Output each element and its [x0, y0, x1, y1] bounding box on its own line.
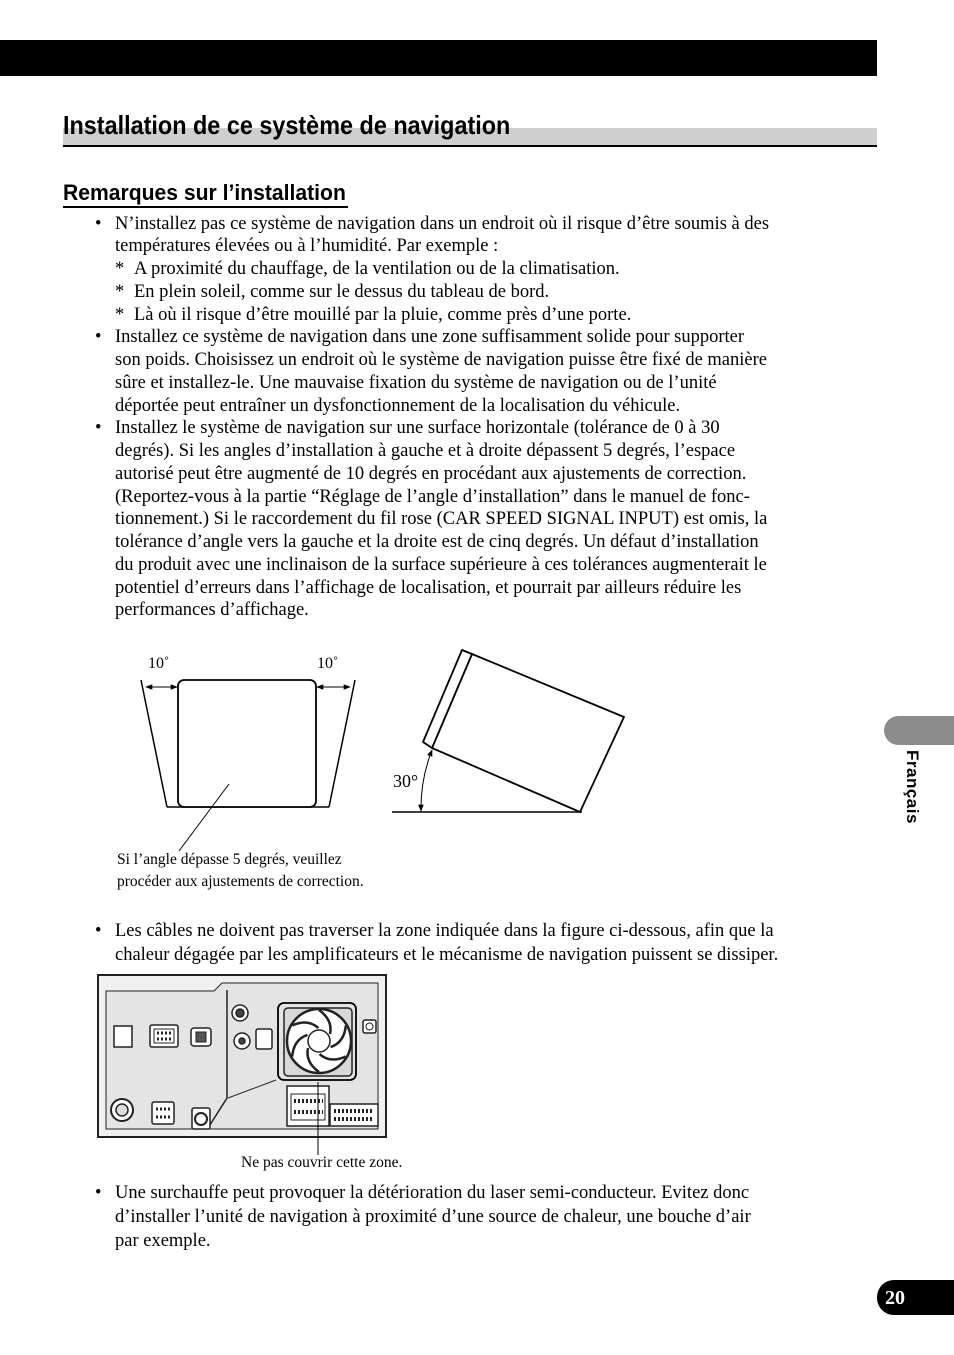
text-line: tolérance d’angle vers la gauche et la droite est de cinq degrés. Un défaut d’installation	[115, 532, 759, 553]
text-line: Une surchauffe peut provoquer la détérioration du laser semi-conducteur. Evitez donc	[115, 1183, 750, 1203]
overheat-remarks-list	[0, 1181, 954, 1253]
list-item	[0, 920, 954, 944]
antenna-port-inner	[366, 1023, 373, 1030]
language-tab	[884, 716, 954, 745]
text-line: En plein soleil, comme sur le dessus du tableau de bord.	[134, 281, 550, 302]
text-line: autorisé peut être augmenté de 10 degrés en procédant aux ajustements de correction.	[115, 463, 747, 484]
text-line: degrés). Si les angles d’installation à gauche et à droite dépassent 5 degrés, l’espace	[115, 441, 736, 462]
round-jack	[195, 1113, 207, 1125]
text-line: sûre et installez-le. Une mauvaise fixation du système de navigation ou de l’unité	[115, 372, 717, 393]
rear-panel-caption: Ne pas couvrir cette zone.	[241, 1154, 403, 1171]
connector-port	[152, 1102, 174, 1124]
text-line: déportée peut entraîner un dysfonctionnement de la localisation du véhicule.	[115, 395, 681, 416]
tilt-angle-label: 30°	[393, 771, 419, 791]
text-line: Les câbles ne doivent pas traverser la zone indiquée dans la figure ci-dessous, afin que la	[115, 921, 774, 942]
bullet-marker: •	[95, 1183, 102, 1203]
text-line: par exemple.	[115, 1231, 211, 1251]
language-label: Français	[903, 750, 922, 824]
side-tolerance-diagram	[141, 680, 355, 851]
list-item-continuation	[0, 1205, 954, 1229]
page-title: Installation de ce système de navigation	[63, 110, 511, 140]
tilt-angle-arc	[421, 750, 432, 811]
round-jack-inner	[116, 1104, 128, 1116]
caption-line: Si l’angle dépasse 5 degrés, veuillez	[117, 851, 342, 868]
text-line: tionnement.) Si le raccordement du fil rose (CAR SPEED SIGNAL INPUT) est omis, la	[115, 509, 768, 530]
rear-panel-diagram	[98, 975, 386, 1155]
list-item-continuation	[0, 944, 954, 968]
fan-hub	[308, 1030, 330, 1052]
text-line: du produit avec une inclinaison de la surface supérieure à ces tolérances augmenterait le	[115, 554, 767, 575]
text-line: températures élevées ou à l’humidité. Par exemple :	[115, 236, 499, 257]
wiring-connector-inner	[291, 1094, 325, 1120]
text-line: son poids. Choisissez un endroit où le système de navigation puisse être fixé de manière	[115, 350, 767, 371]
right-tolerance-line	[329, 680, 355, 807]
caption-line: procéder aux ajustements de correction.	[117, 873, 364, 890]
left-tolerance-line	[141, 680, 167, 807]
screw-head	[236, 1009, 244, 1017]
connector-port	[114, 1026, 132, 1047]
left-angle-label: 10˚	[148, 655, 170, 672]
text-line: Installez le système de navigation sur une surface horizontale (tolérance de 0 à 30	[115, 418, 720, 439]
wiring-connector	[330, 1104, 378, 1126]
text-line: Là où il risque d’être mouillé par la pluie, comme près d’une porte.	[134, 304, 632, 325]
list-item-continuation	[0, 1229, 954, 1253]
connector-port-inner	[196, 1032, 206, 1042]
cable-remarks-list	[0, 920, 954, 967]
text-line: N’installez pas ce système de navigation dans un endroit où il risque d’être soumis à des	[115, 213, 770, 234]
asterisk-marker: *	[115, 304, 125, 325]
bullet-marker: •	[95, 418, 102, 439]
bullet-marker: •	[95, 921, 102, 942]
tilt-figure-caption	[117, 849, 364, 893]
text-line: d’installer l’unité de navigation à proximité d’une source de chaleur, une bouche d’air	[115, 1207, 751, 1227]
text-line: chaleur dégagée par les amplificateurs et le mécanisme de navigation puissent se dissiper.	[115, 944, 779, 965]
page-number: 20	[885, 1287, 905, 1309]
text-line: A proximité du chauffage, de la ventilation ou de la climatisation.	[134, 259, 620, 280]
text-line: (Reportez-vous à la partie “Réglage de l’angle d’installation” dans le manuel de fonc-	[115, 486, 750, 507]
asterisk-marker: *	[115, 281, 125, 302]
screw-head	[239, 1038, 245, 1044]
tilt-tolerance-diagram	[392, 650, 624, 812]
text-line: performances d’affichage.	[115, 600, 309, 621]
ground-terminal	[256, 1029, 272, 1049]
unit-front-view	[178, 680, 316, 807]
list-item	[0, 1181, 954, 1205]
text-line: Installez ce système de navigation dans une zone suffisamment solide pour supporter	[115, 327, 744, 348]
connector-port-inner	[154, 1029, 174, 1043]
right-angle-label: 10˚	[317, 655, 339, 672]
section-subtitle: Remarques sur l’installation	[63, 180, 346, 205]
bullet-marker: •	[95, 213, 102, 234]
asterisk-marker: *	[115, 259, 125, 280]
text-line: potentiel d’erreurs dans l’affichage de localisation, et pourrait par ailleurs réduire les	[115, 577, 742, 598]
bullet-marker: •	[95, 327, 102, 348]
